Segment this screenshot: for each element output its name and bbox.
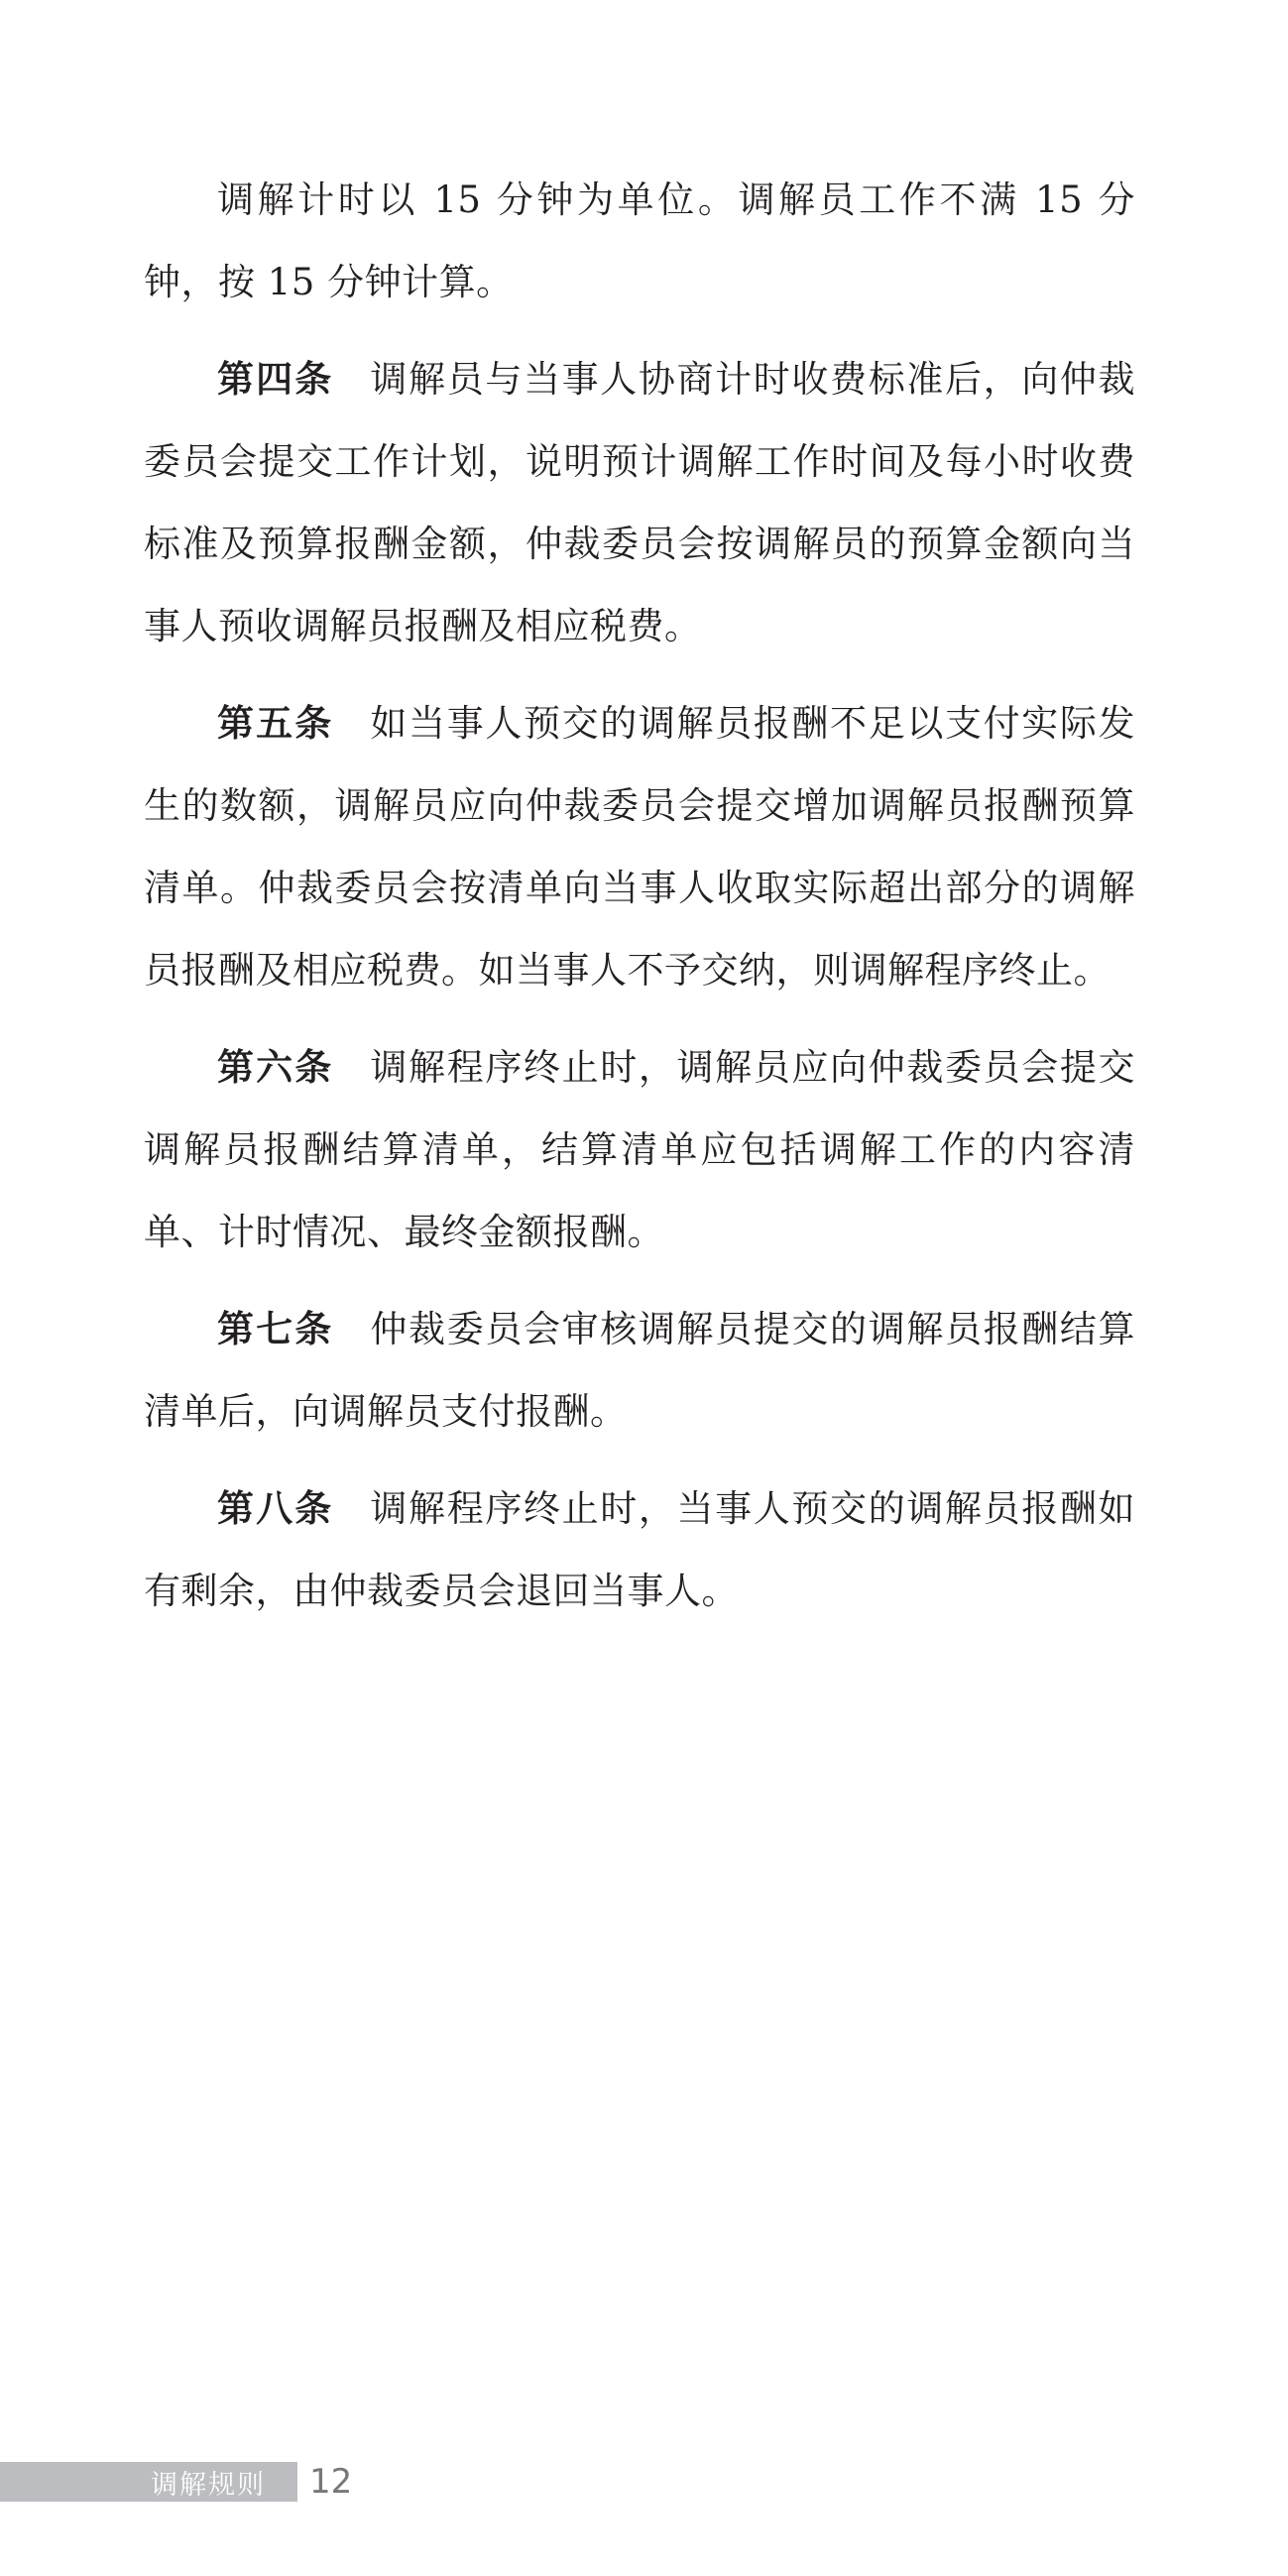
article-text: 调解程序终止时，调解员应向仲裁委员会提交调解员报酬结算清单，结算清单应包括调解工作的内容清单、计时情况、最终金额报酬。	[144, 1046, 1136, 1253]
article-text: 调解员与当事人协商计时收费标准后，向仲裁委员会提交工作计划，说明预计调解工作时间及每小时收费标准及预算报酬金额，仲裁委员会按调解员的预算金额向当事人预收调解员报酬及相应税费。	[144, 358, 1136, 647]
article-text: 仲裁委员会审核调解员提交的调解员报酬结算清单后，向调解员支付报酬。	[144, 1308, 1136, 1433]
article-text: 如当事人预交的调解员报酬不足以支付实际发生的数额，调解员应向仲裁委员会提交增加调解员报酬预算清单。仲裁委员会按清单向当事人收取实际超出部分的调解员报酬及相应税费。如当事人不予交纳，则调解程序终止。	[144, 702, 1136, 992]
article-label: 第八条	[217, 1487, 334, 1530]
page-footer	[0, 2462, 352, 2502]
article-label: 第六条	[217, 1046, 334, 1089]
footer-title: 调解规则	[151, 2469, 266, 2501]
article-label: 第五条	[217, 702, 334, 745]
document-body	[144, 159, 1135, 1632]
page-number: 12	[309, 2462, 353, 2502]
article-label: 第七条	[217, 1308, 334, 1350]
paragraph-timing	[144, 159, 1135, 323]
article-4	[144, 338, 1135, 667]
article-text: 调解程序终止时，当事人预交的调解员报酬如有剩余，由仲裁委员会退回当事人。	[144, 1487, 1136, 1612]
article-6	[144, 1026, 1135, 1273]
article-5	[144, 682, 1135, 1011]
article-label: 第四条	[217, 358, 334, 401]
article-7	[144, 1288, 1135, 1453]
paragraph-text: 调解计时以 15 分钟为单位。调解员工作不满 15 分钟，按 15 分钟计算。	[144, 178, 1135, 303]
footer-title-band	[0, 2462, 297, 2502]
article-8	[144, 1467, 1135, 1632]
